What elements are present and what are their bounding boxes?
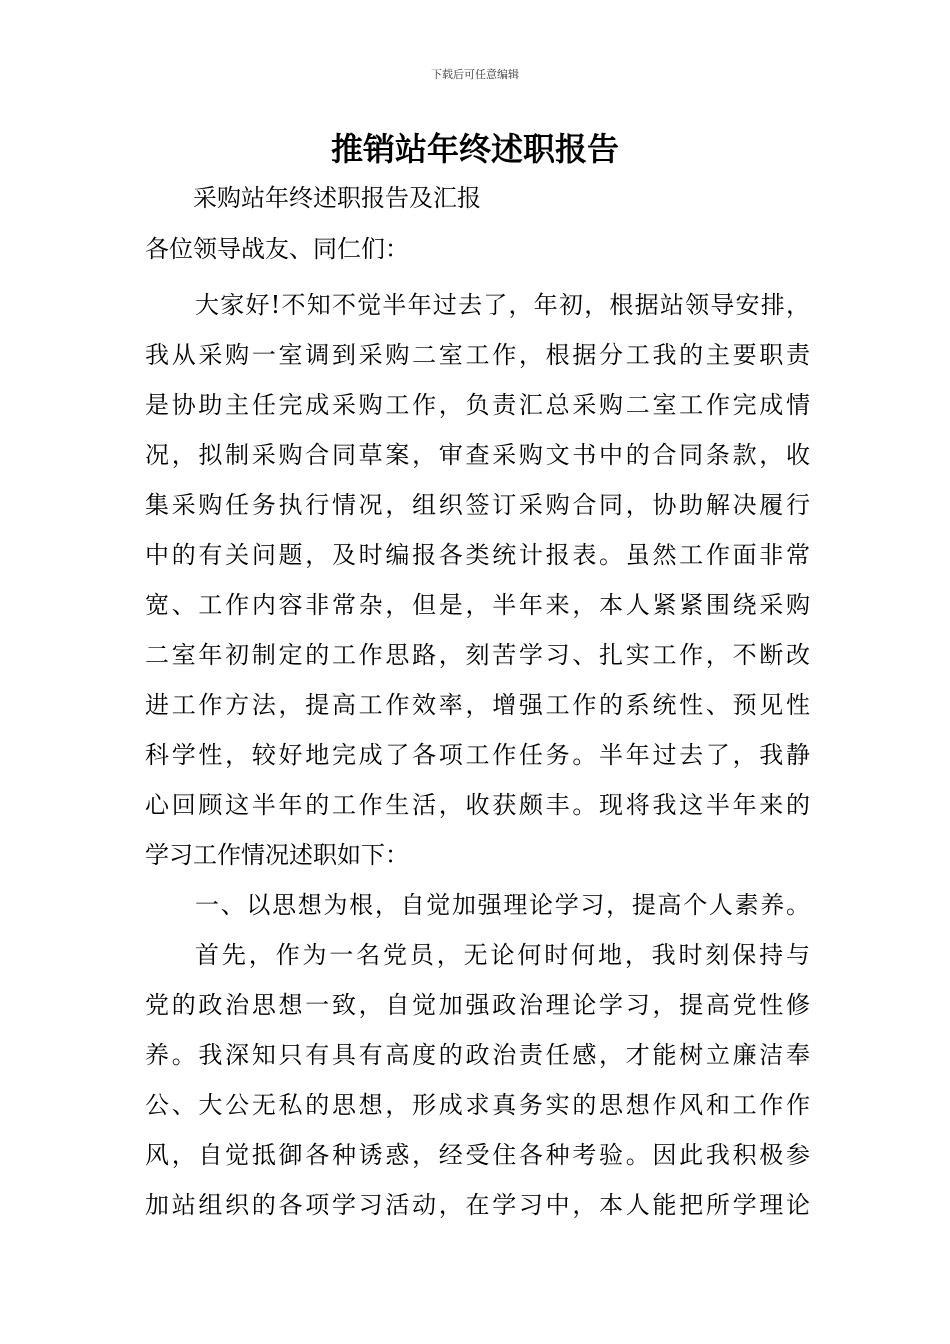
- body-text: [145, 280, 810, 1230]
- header-note: 下载后可任意编辑: [431, 68, 519, 81]
- body-line: 是协助主任完成采购工作，负责汇总采购二室工作完成情: [145, 391, 810, 419]
- body-line: 况，拟制采购合同草案，审查采购文书中的合同条款，收: [145, 441, 810, 469]
- body-line: 学习工作情况述职如下：: [145, 841, 409, 869]
- body-line: 首先，作为一名党员，无论何时何地，我时刻保持与: [195, 941, 810, 969]
- document-subtitle: 采购站年终述职报告及汇报: [193, 184, 481, 212]
- body-line: 中的有关问题，及时编报各类统计报表。虽然工作面非常: [145, 541, 810, 569]
- body-line: 科学性，较好地完成了各项工作任务。半年过去了，我静: [145, 741, 810, 769]
- body-line: 风，自觉抵御各种诱惑，经受住各种考验。因此我积极参: [145, 1141, 810, 1169]
- body-line: 党的政治思想一致，自觉加强政治理论学习，提高党性修: [145, 991, 810, 1019]
- greeting-line: 各位领导战友、同仁们：: [145, 235, 409, 263]
- body-line: 加站组织的各项学习活动，在学习中，本人能把所学理论: [145, 1191, 810, 1219]
- body-line: 进工作方法，提高工作效率，增强工作的系统性、预见性: [145, 691, 810, 719]
- body-line: 一、以思想为根，自觉加强理论学习，提高个人素养。: [195, 891, 810, 919]
- body-line: 大家好!不知不觉半年过去了，年初，根据站领导安排，: [195, 291, 810, 319]
- body-line: 集采购任务执行情况，组织签订采购合同，协助解决履行: [145, 491, 810, 519]
- body-line: 心回顾这半年的工作生活，收获颇丰。现将我这半年来的: [145, 791, 810, 819]
- body-line: 公、大公无私的思想，形成求真务实的思想作风和工作作: [145, 1091, 810, 1119]
- body-line: 宽、工作内容非常杂，但是，半年来，本人紧紧围绕采购: [145, 591, 810, 619]
- document-title: 推销站年终述职报告: [330, 130, 619, 168]
- body-line: 我从采购一室调到采购二室工作，根据分工我的主要职责: [145, 341, 810, 369]
- body-line: 养。我深知只有具有高度的政治责任感，才能树立廉洁奉: [145, 1041, 810, 1069]
- body-line: 二室年初制定的工作思路，刻苦学习、扎实工作，不断改: [145, 641, 810, 669]
